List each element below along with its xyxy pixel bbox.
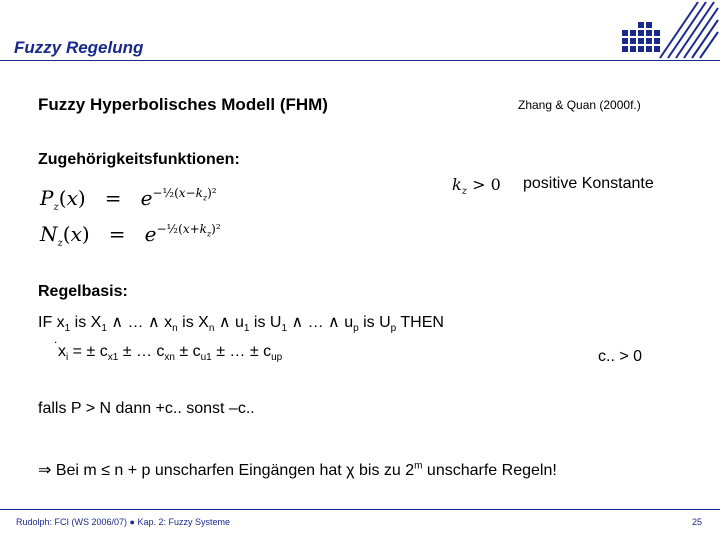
constant-label: positive Konstante [523,175,654,192]
membership-label: Zugehörigkeitsfunktionen: [38,151,240,168]
rulebase-label: Regelbasis: [38,283,128,300]
slide-subtitle: Fuzzy Hyperbolisches Modell (FHM) [38,95,328,114]
university-logo [618,0,720,62]
header-divider [0,60,720,61]
rule-formula: IF $x_1$ is $X_1$ ∧ … ∧ $x_n$ is $X_n$ ∧ $u_1$ is $U_1$ ∧ … ∧ $u_p$ is $U_p$ THEN [38,314,444,335]
formula-positive: $P_z(x) = e^{-\frac{1}{2}(x-k_z)^2}$ [40,186,217,213]
formula-negative: $N_z(x) = e^{-\frac{1}{2}(x+k_z)^2}$ [40,222,221,249]
conclusion-text: ⇒ Bei m ≤ n + p unscharfen Eingängen hat χ bis zu 2$^m$ unscharfe Regeln! [38,460,557,479]
formula-constant-condition: $k_z > 0$ [452,175,501,198]
derivative-dot: . [54,332,58,346]
sign-rule-text: falls P > N dann +c.. sonst –c.. [38,400,255,417]
footer-text: Rudolph: FCI (WS 2006/07) ● Kap. 2: Fuzzy Systeme [16,517,231,527]
slide-header-title: Fuzzy Regelung [14,38,144,57]
footer-divider [0,509,720,510]
rule-consequent: $x_i$ = ± $c_{x1}$ ± … $c_{xn} \pm c_{u1}$ ± … ± $c_{up}$ [58,343,283,364]
citation: Zhang & Quan (2000f.) [518,98,641,112]
page-number: 25 [692,517,703,527]
coefficient-condition: c.. > 0 [598,348,643,365]
